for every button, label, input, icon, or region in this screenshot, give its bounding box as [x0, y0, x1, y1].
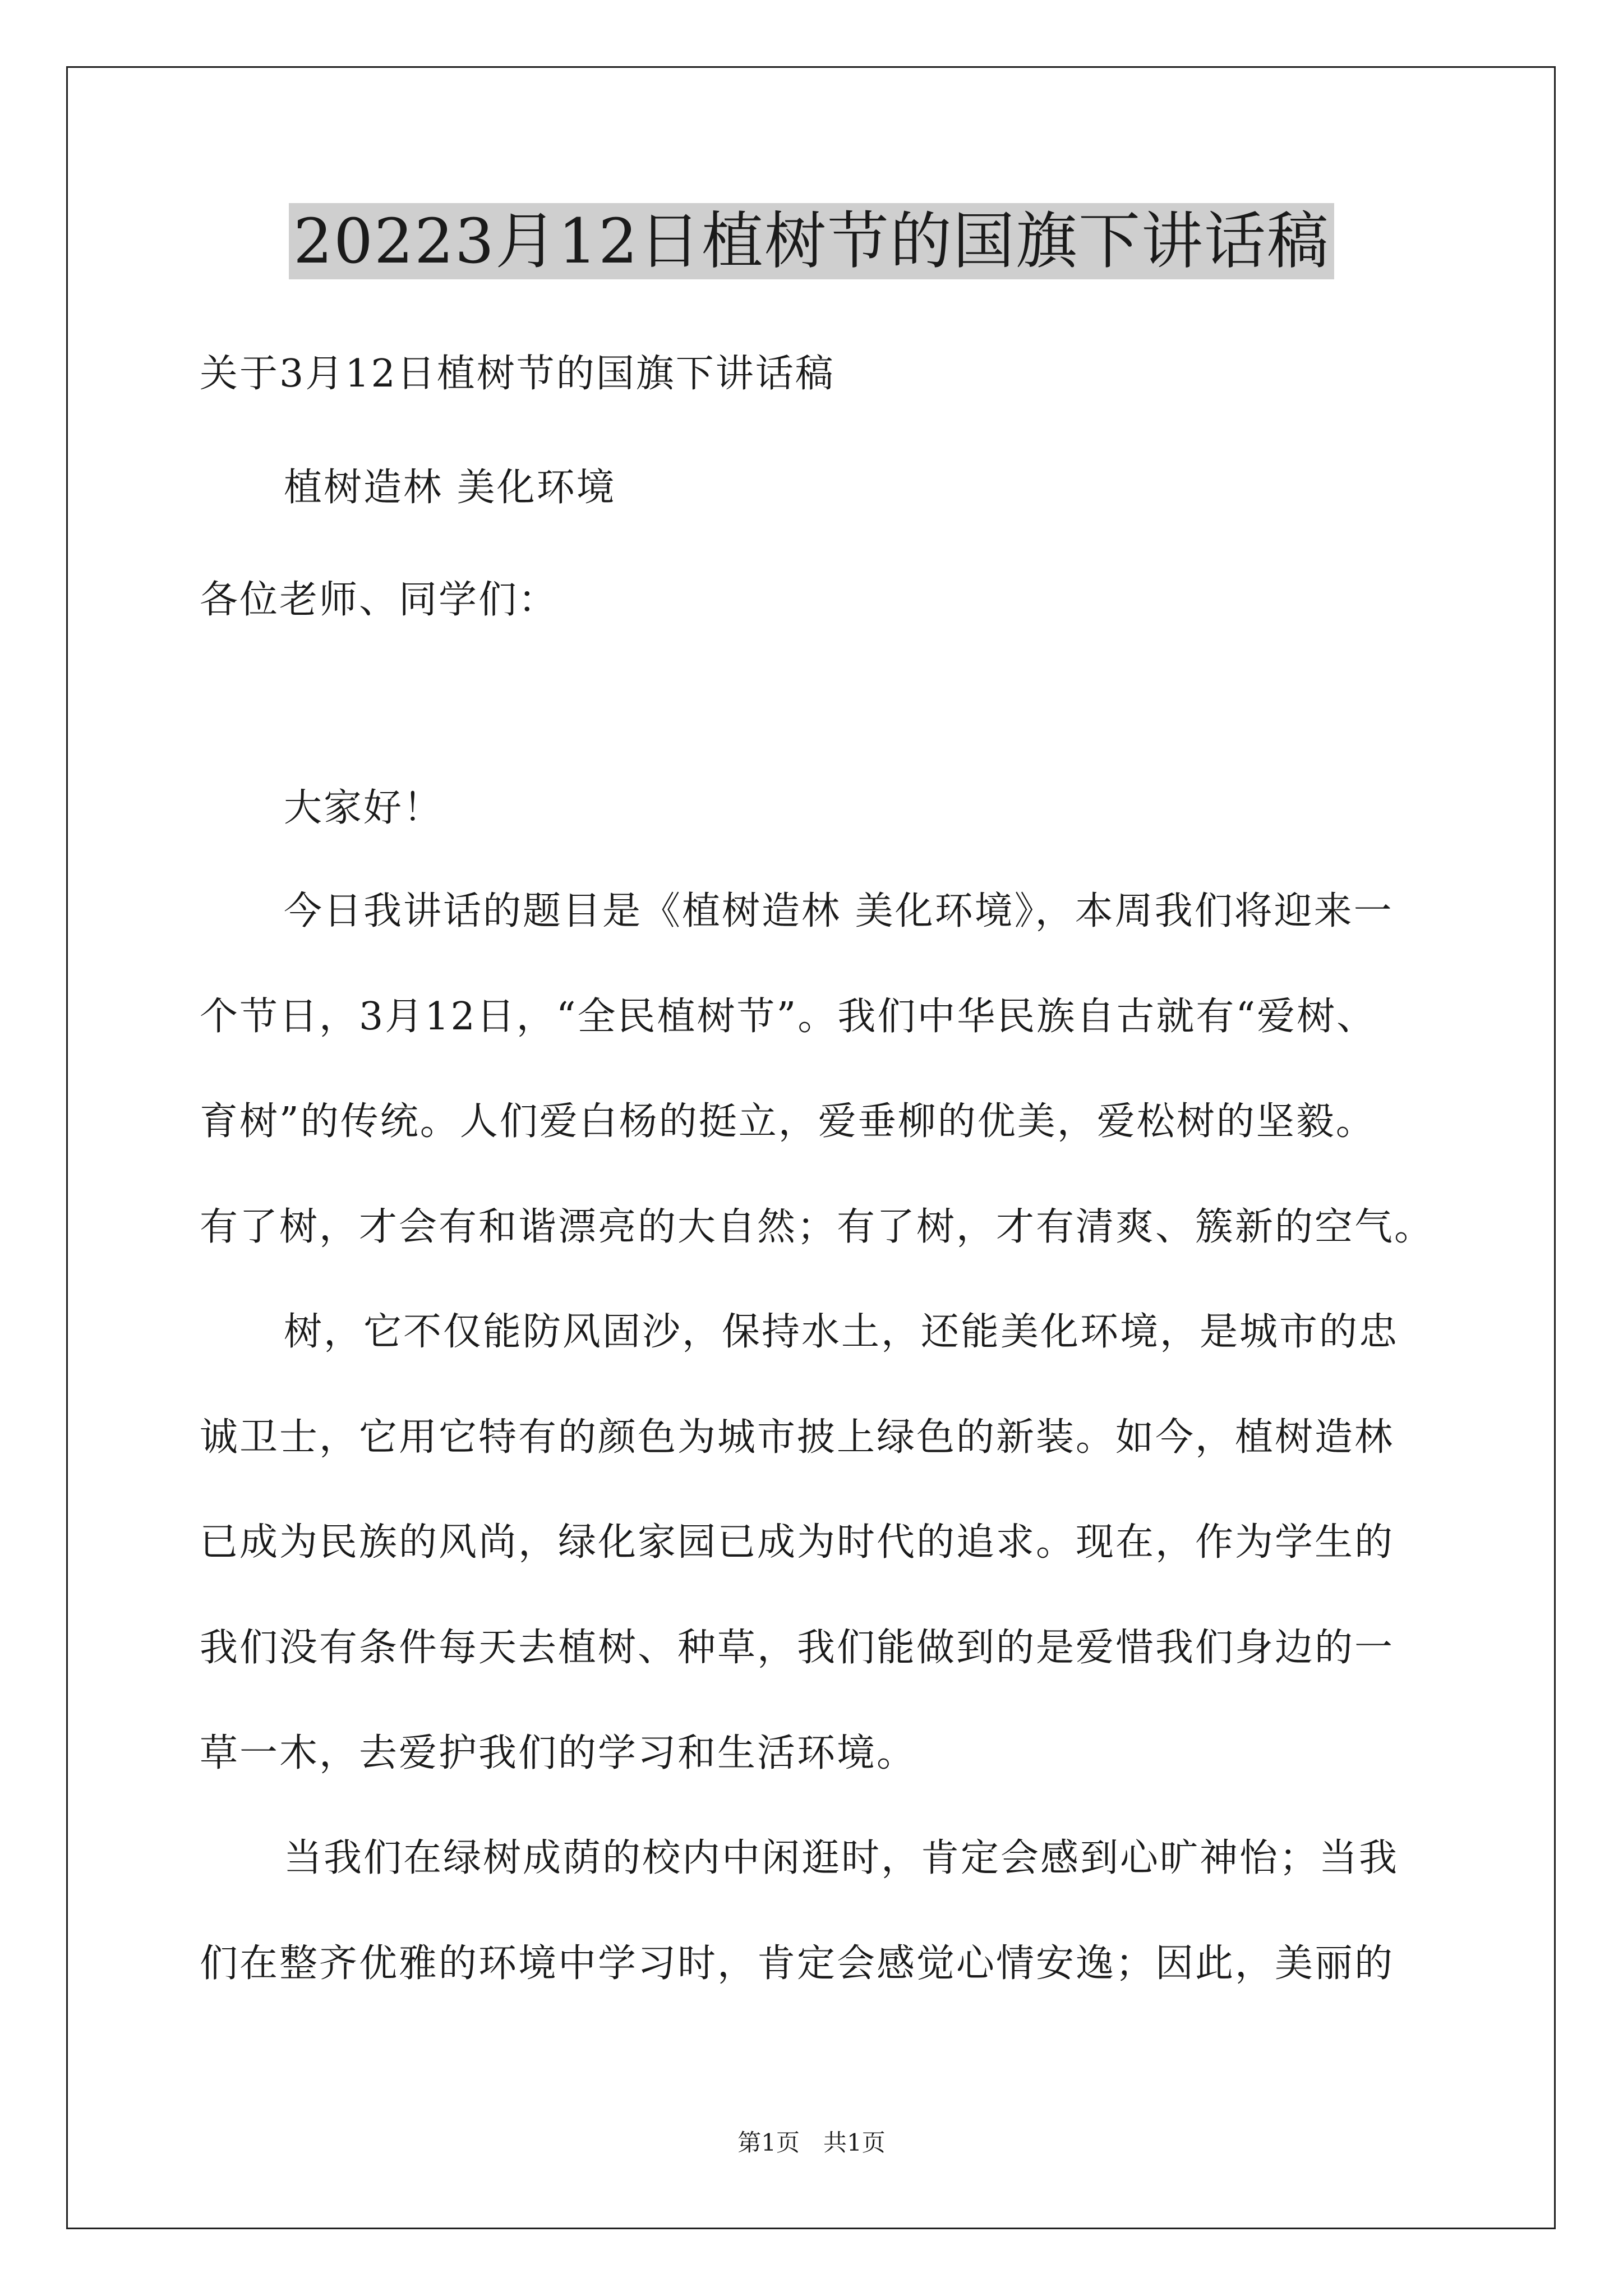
paragraph-line: 草一木，去爱护我们的学习和生活环境。 [200, 1731, 917, 1775]
salutation: 各位老师、同学们： [200, 578, 559, 622]
paragraph-line: 我们没有条件每天去植树、种草，我们能做到的是爱惜我们身边的一 [200, 1626, 1395, 1670]
paragraph-line: 们在整齐优雅的环境中学习时，肯定会感觉心情安逸；因此，美丽的 [200, 1941, 1395, 1986]
paragraph-line: 育树”的传统。人们爱白杨的挺立，爱垂柳的优美，爱松树的坚毅。 [200, 1099, 1376, 1144]
subtitle: 关于3月12日植树节的国旗下讲话稿 [200, 352, 835, 396]
greeting: 大家好！ [284, 786, 444, 830]
title-text: 20223月12日植树节的国旗下讲话稿 [289, 203, 1334, 279]
paragraph-line: 诚卫士，它用它特有的颜色为城市披上绿色的新装。如今，植树造林 [200, 1415, 1395, 1460]
paragraph-line: 当我们在绿树成荫的校内中闲逛时，肯定会感到心旷神怡；当我 [284, 1836, 1399, 1880]
paragraph-line: 已成为民族的风尚，绿化家园已成为时代的追求。现在，作为学生的 [200, 1520, 1395, 1565]
paragraph-line: 今日我讲话的题目是《植树造林 美化环境》，本周我们将迎来一 [284, 889, 1394, 933]
heading: 植树造林 美化环境 [284, 466, 616, 510]
paragraph-line: 树，它不仅能防风固沙，保持水土，还能美化环境，是城市的忠 [284, 1310, 1399, 1354]
paragraph-line: 个节日，3月12日，“全民植树节”。我们中华民族自古就有“爱树、 [200, 995, 1377, 1039]
paragraph-line: 有了树，才会有和谐漂亮的大自然；有了树，才有清爽、簇新的空气。 [200, 1205, 1435, 1249]
page-number: 第1页 共1页 [737, 2129, 886, 2156]
document-title [0, 199, 1623, 283]
